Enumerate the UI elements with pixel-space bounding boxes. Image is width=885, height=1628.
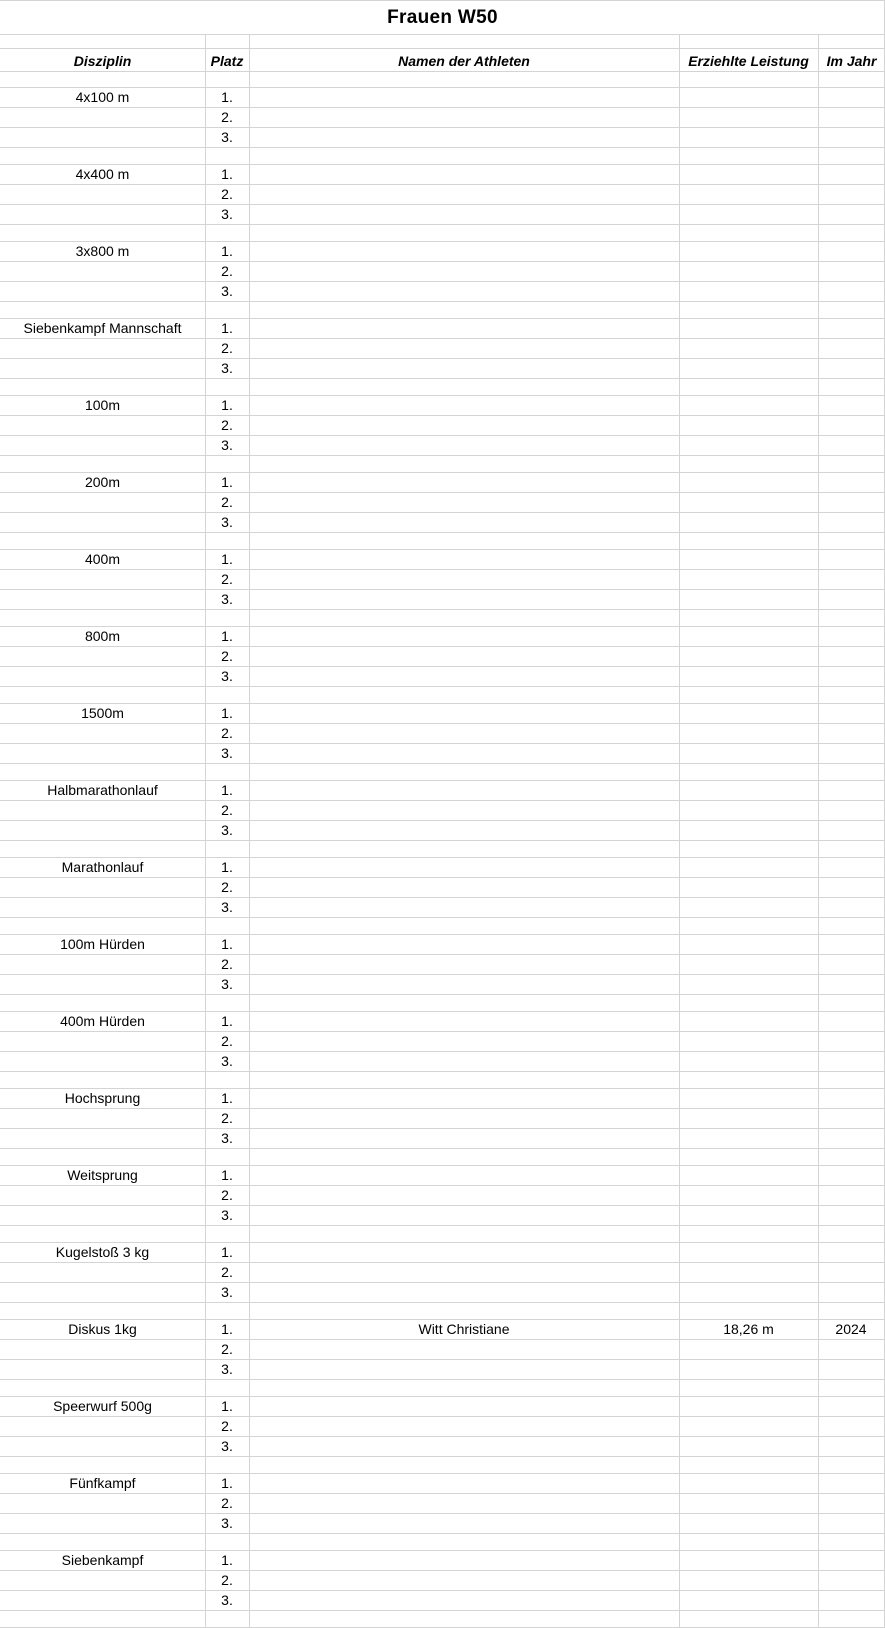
place-number: 2. <box>221 1110 233 1126</box>
discipline-name: 100m Hürden <box>60 936 145 952</box>
place-number: 1. <box>221 474 233 490</box>
grid-hline <box>0 780 885 781</box>
grid-hline <box>0 71 885 72</box>
grid-hline <box>0 164 885 165</box>
place-number: 1. <box>221 936 233 952</box>
grid-hline <box>0 1379 885 1380</box>
place-number: 3. <box>221 1592 233 1608</box>
grid-hline <box>0 261 885 262</box>
grid-hline <box>0 626 885 627</box>
place-number: 3. <box>221 129 233 145</box>
place-number: 1. <box>221 243 233 259</box>
place-number: 1. <box>221 1090 233 1106</box>
place-number: 3. <box>221 976 233 992</box>
grid-hline <box>0 549 885 550</box>
place-number: 2. <box>221 263 233 279</box>
grid-hline <box>0 1302 885 1303</box>
place-number: 3. <box>221 1438 233 1454</box>
discipline-name: 400m Hürden <box>60 1013 145 1029</box>
grid-hline <box>0 1493 885 1494</box>
place-number: 2. <box>221 1572 233 1588</box>
place-number: 2. <box>221 648 233 664</box>
grid-hline <box>0 87 885 88</box>
grid-hline <box>0 415 885 416</box>
place-number: 3. <box>221 283 233 299</box>
grid-hline <box>0 1205 885 1206</box>
place-number: 3. <box>221 1130 233 1146</box>
discipline-name: Halbmarathonlauf <box>47 782 158 798</box>
grid-hline <box>0 934 885 935</box>
place-number: 1. <box>221 551 233 567</box>
grid-hline <box>0 1031 885 1032</box>
grid-hline <box>0 1051 885 1052</box>
place-number: 3. <box>221 1361 233 1377</box>
grid-hline <box>0 1570 885 1571</box>
grid-hline <box>0 1011 885 1012</box>
place-number: 3. <box>221 1515 233 1531</box>
grid-hline <box>0 1185 885 1186</box>
grid-hline <box>0 48 885 49</box>
result-value: 18,26 m <box>723 1321 774 1337</box>
place-number: 2. <box>221 879 233 895</box>
grid-hline <box>0 127 885 128</box>
place-number: 1. <box>221 1552 233 1568</box>
place-number: 2. <box>221 1418 233 1434</box>
place-number: 1. <box>221 1321 233 1337</box>
place-number: 3. <box>221 360 233 376</box>
header-platz: Platz <box>210 53 244 69</box>
place-number: 2. <box>221 1033 233 1049</box>
sheet-title: Frauen W50 <box>387 7 498 28</box>
discipline-name: 400m <box>84 551 121 567</box>
place-number: 3. <box>221 437 233 453</box>
grid-hline <box>0 358 885 359</box>
place-number: 1. <box>221 782 233 798</box>
grid-hline <box>0 435 885 436</box>
place-number: 3. <box>221 668 233 684</box>
grid-hline <box>0 1436 885 1437</box>
grid-hline <box>0 820 885 821</box>
grid-hline <box>0 472 885 473</box>
grid-vline <box>249 34 250 1627</box>
place-number: 3. <box>221 745 233 761</box>
place-number: 2. <box>221 494 233 510</box>
grid-hline <box>0 147 885 148</box>
place-number: 3. <box>221 591 233 607</box>
discipline-name: Siebenkampf <box>61 1552 144 1568</box>
grid-hline <box>0 917 885 918</box>
place-number: 1. <box>221 1475 233 1491</box>
discipline-name: Diskus 1kg <box>68 1321 137 1337</box>
grid-hline <box>0 877 885 878</box>
grid-hline <box>0 378 885 379</box>
grid-hline <box>0 532 885 533</box>
grid-vline <box>679 34 680 1627</box>
discipline-name: Fünfkampf <box>69 1475 136 1491</box>
place-number: 3. <box>221 514 233 530</box>
grid-hline <box>0 224 885 225</box>
grid-hline <box>0 455 885 456</box>
place-number: 2. <box>221 109 233 125</box>
grid-hline <box>0 0 885 1</box>
place-number: 1. <box>221 628 233 644</box>
place-number: 3. <box>221 1053 233 1069</box>
grid-hline <box>0 686 885 687</box>
grid-hline <box>0 1590 885 1591</box>
place-number: 1. <box>221 1398 233 1414</box>
discipline-name: 4x100 m <box>75 89 130 105</box>
grid-hline <box>0 646 885 647</box>
header-namen: Namen der Athleten <box>398 53 530 69</box>
discipline-name: Siebenkampf Mannschaft <box>23 320 182 336</box>
place-number: 2. <box>221 1187 233 1203</box>
grid-hline <box>0 1148 885 1149</box>
header-jahr: Im Jahr <box>826 53 877 69</box>
grid-hline <box>0 666 885 667</box>
grid-hline <box>0 1071 885 1072</box>
grid-hline <box>0 857 885 858</box>
place-number: 1. <box>221 1167 233 1183</box>
place-number: 2. <box>221 1495 233 1511</box>
discipline-name: Kugelstoß 3 kg <box>55 1244 150 1260</box>
grid-hline <box>0 1108 885 1109</box>
discipline-name: Speerwurf 500g <box>53 1398 152 1414</box>
place-number: 2. <box>221 186 233 202</box>
grid-hline <box>0 1128 885 1129</box>
place-number: 2. <box>221 802 233 818</box>
discipline-name: Marathonlauf <box>61 859 144 875</box>
grid-vline <box>818 34 819 1627</box>
grid-hline <box>0 1262 885 1263</box>
place-number: 2. <box>221 956 233 972</box>
grid-hline <box>0 974 885 975</box>
grid-hline <box>0 492 885 493</box>
place-number: 2. <box>221 417 233 433</box>
grid-hline <box>0 1282 885 1283</box>
place-number: 2. <box>221 571 233 587</box>
place-number: 3. <box>221 822 233 838</box>
grid-hline <box>0 800 885 801</box>
place-number: 3. <box>221 206 233 222</box>
grid-hline <box>0 1533 885 1534</box>
discipline-name: Hochsprung <box>64 1090 141 1106</box>
grid-hline <box>0 954 885 955</box>
place-number: 1. <box>221 1013 233 1029</box>
discipline-name: 3x800 m <box>75 243 130 259</box>
grid-hline <box>0 301 885 302</box>
discipline-name: 4x400 m <box>75 166 130 182</box>
athlete-name: Witt Christiane <box>418 1321 510 1337</box>
grid-hline <box>0 703 885 704</box>
grid-hline <box>0 281 885 282</box>
discipline-name: Weitsprung <box>67 1167 138 1183</box>
grid-hline <box>0 994 885 995</box>
grid-hline <box>0 1610 885 1611</box>
grid-hline <box>0 338 885 339</box>
discipline-name: 1500m <box>81 705 124 721</box>
grid-hline <box>0 723 885 724</box>
place-number: 1. <box>221 859 233 875</box>
place-number: 2. <box>221 1264 233 1280</box>
grid-hline <box>0 609 885 610</box>
place-number: 3. <box>221 1207 233 1223</box>
grid-hline <box>0 395 885 396</box>
grid-hline <box>0 763 885 764</box>
grid-hline <box>0 1396 885 1397</box>
place-number: 1. <box>221 705 233 721</box>
grid-hline <box>0 743 885 744</box>
place-number: 1. <box>221 1244 233 1260</box>
grid-hline <box>0 107 885 108</box>
grid-hline <box>0 1319 885 1320</box>
place-number: 1. <box>221 89 233 105</box>
place-number: 1. <box>221 397 233 413</box>
grid-hline <box>0 204 885 205</box>
grid-hline <box>0 34 885 35</box>
grid-hline <box>0 1339 885 1340</box>
grid-hline <box>0 897 885 898</box>
discipline-name: 200m <box>84 474 121 490</box>
grid-hline <box>0 1456 885 1457</box>
place-number: 1. <box>221 320 233 336</box>
place-number: 2. <box>221 725 233 741</box>
grid-hline <box>0 1242 885 1243</box>
grid-hline <box>0 1416 885 1417</box>
result-year: 2024 <box>835 1321 867 1337</box>
place-number: 3. <box>221 1284 233 1300</box>
grid-hline <box>0 1473 885 1474</box>
place-number: 1. <box>221 166 233 182</box>
grid-hline <box>0 840 885 841</box>
grid-hline <box>0 241 885 242</box>
place-number: 2. <box>221 1341 233 1357</box>
grid-hline <box>0 184 885 185</box>
grid-hline <box>0 1513 885 1514</box>
place-number: 2. <box>221 340 233 356</box>
discipline-name: 800m <box>84 628 121 644</box>
header-leistung: Erziehlte Leistung <box>688 53 809 69</box>
place-number: 3. <box>221 899 233 915</box>
grid-hline <box>0 1225 885 1226</box>
grid-hline <box>0 318 885 319</box>
grid-hline <box>0 1165 885 1166</box>
header-disziplin: Disziplin <box>73 53 132 69</box>
grid-hline <box>0 1550 885 1551</box>
discipline-name: 100m <box>84 397 121 413</box>
grid-hline <box>0 1088 885 1089</box>
grid-hline <box>0 589 885 590</box>
grid-hline <box>0 569 885 570</box>
grid-hline <box>0 1359 885 1360</box>
grid-hline <box>0 512 885 513</box>
